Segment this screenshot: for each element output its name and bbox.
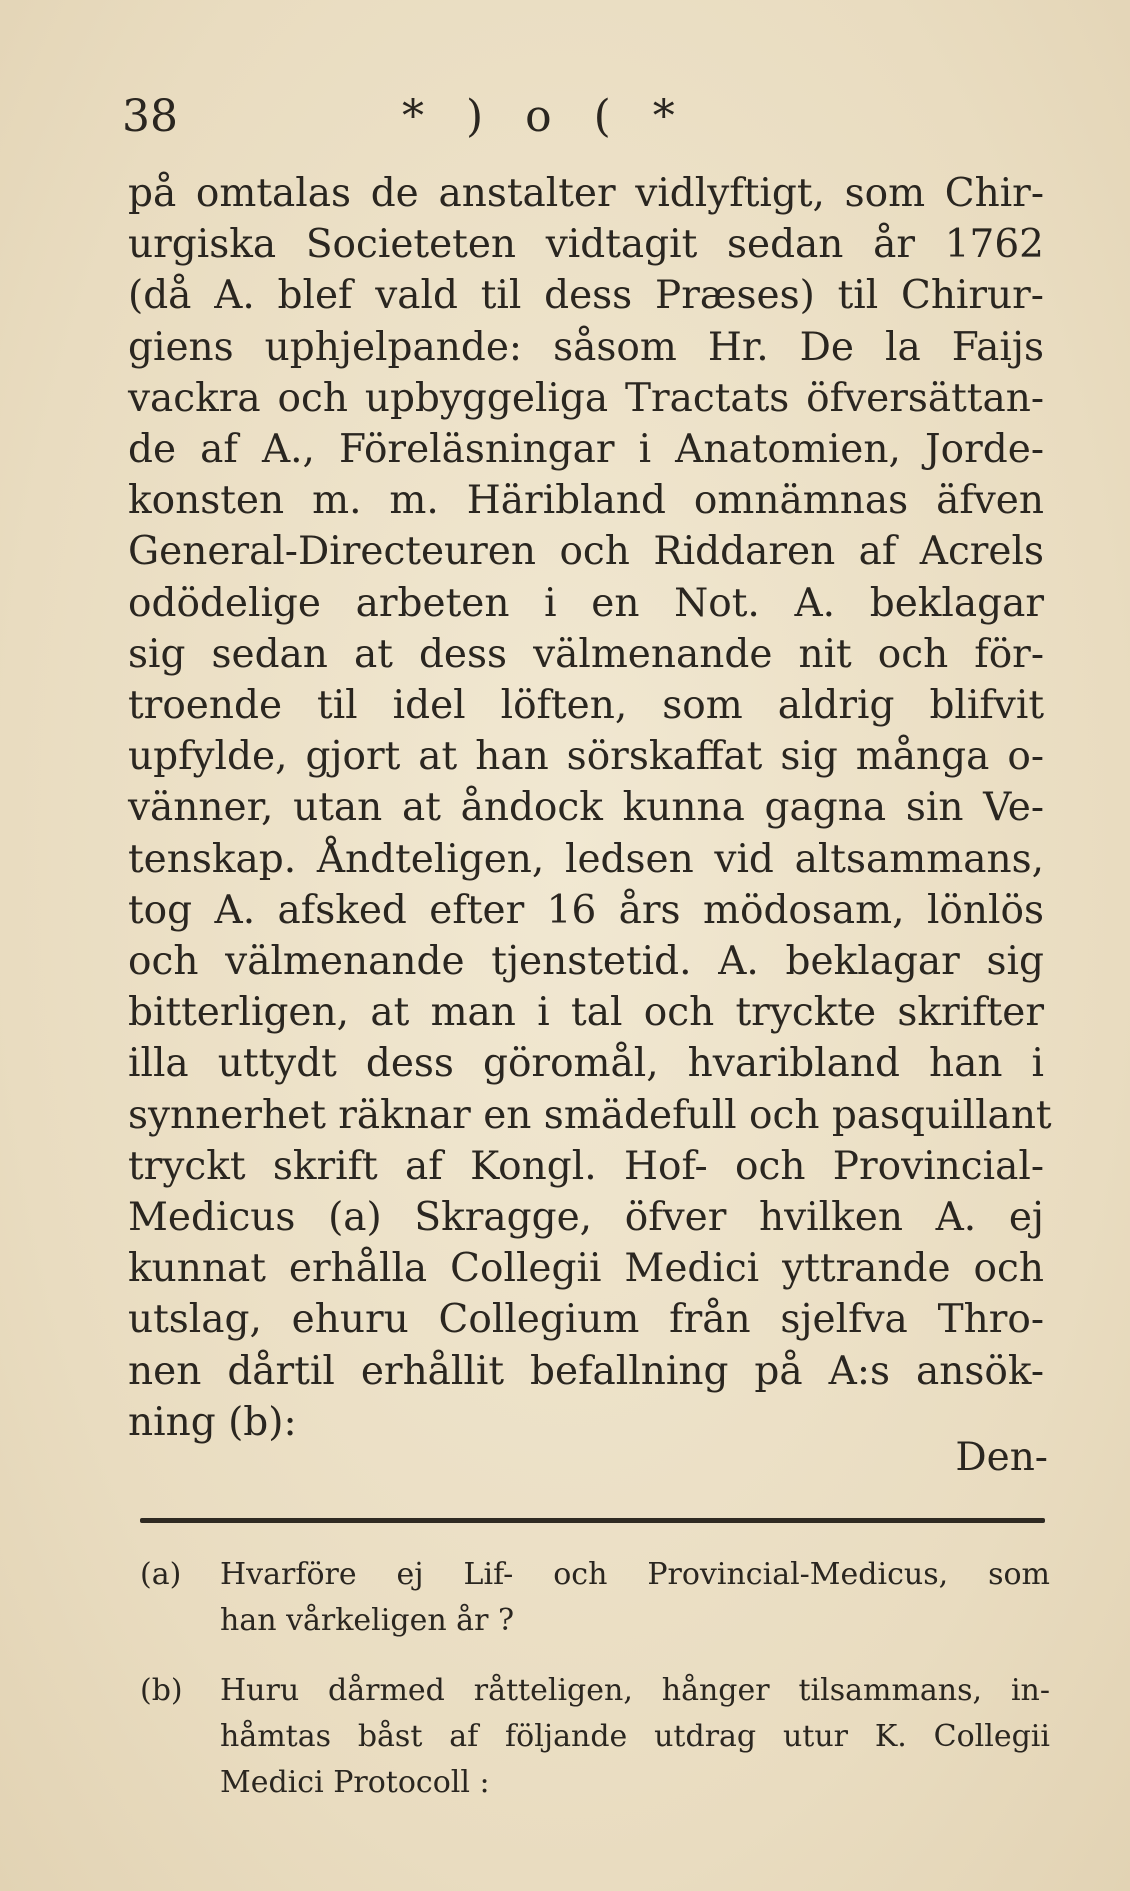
text-line: kunnat erhålla Collegii Medici yttrande och	[128, 1246, 1044, 1292]
page-header	[122, 82, 882, 152]
text-line: tryckt skrift af Kongl. Hof- och Provincial-	[128, 1143, 1044, 1189]
text-line: vackra och upbyggeliga Tractats öfversättan-	[128, 375, 1044, 421]
text-line: bitterligen, at man i tal och tryckte skrifter	[128, 990, 1044, 1036]
text-line: och välmenande tjenstetid. A. beklagar sig	[128, 939, 1044, 985]
footnote-divider	[140, 1518, 1045, 1523]
text-line: tenskap. Åndteligen, ledsen vid altsammans,	[128, 836, 1044, 882]
footnote-line: han vårkeligen år ?	[220, 1603, 515, 1638]
footnotes	[140, 1552, 1050, 1830]
footnote-line: håmtas båst af följande utdrag utur K. Collegii	[220, 1719, 1050, 1754]
text-line: nen dårtil erhållit befallning på A:s ansök-	[128, 1348, 1044, 1394]
running-head-ornament: * ) o ( *	[402, 91, 689, 142]
text-line: ning (b):	[128, 1399, 297, 1445]
text-line: de af A., Föreläsningar i Anatomien, Jorde-	[128, 427, 1044, 473]
footnote-line: Huru dårmed råtteligen, hånger tilsammans, in-	[220, 1673, 1050, 1708]
text-line: Medicus (a) Skragge, öfver hvilken A. ej	[128, 1195, 1044, 1241]
text-line: sig sedan at dess välmenande nit och för-	[128, 631, 1044, 677]
text-line: synnerhet räknar en smädefull och pasquillant	[128, 1092, 1052, 1138]
footnote-a	[140, 1552, 1050, 1644]
text-line: odödelige arbeten i en Not. A. beklagar	[128, 580, 1044, 626]
text-line: illa uttydt dess göromål, hvaribland han i	[128, 1041, 1044, 1087]
footnote-line: Hvarföre ej Lif- och Provincial-Medicus, som	[220, 1557, 1050, 1592]
footnote-marker: (b)	[140, 1673, 183, 1708]
text-line: upfylde, gjort at han sörskaffat sig många o-	[128, 734, 1044, 780]
text-line: tog A. afsked efter 16 års mödosam, lönlös	[128, 887, 1044, 933]
footnote-line: Medici Protocoll :	[220, 1765, 490, 1800]
text-line: utslag, ehuru Collegium från sjelfva Thro-	[128, 1297, 1044, 1343]
text-line: konsten m. m. Häribland omnämnas äfven	[128, 478, 1044, 524]
text-line: på omtalas de anstalter vidlyftigt, som Chir-	[128, 171, 1044, 216]
text-line: vänner, utan at åndock kunna gagna sin Ve-	[128, 785, 1044, 831]
text-line: urgiska Societeten vidtagit sedan år 1762	[128, 222, 1044, 268]
text-line: General-Directeuren och Riddaren af Acrels	[128, 529, 1044, 575]
footnote-marker: (a)	[140, 1557, 182, 1592]
body-text	[128, 168, 1052, 1448]
text-line: troende til idel löften, som aldrig blifvit	[128, 683, 1044, 729]
text-line: (då A. blef vald til dess Præses) til Chirur-	[128, 273, 1044, 319]
footnote-b	[140, 1668, 1050, 1806]
catchword: Den-	[955, 1435, 1048, 1480]
page-number: 38	[122, 91, 178, 142]
text-line: giens uphjelpande: såsom Hr. De la Faijs	[128, 324, 1044, 370]
